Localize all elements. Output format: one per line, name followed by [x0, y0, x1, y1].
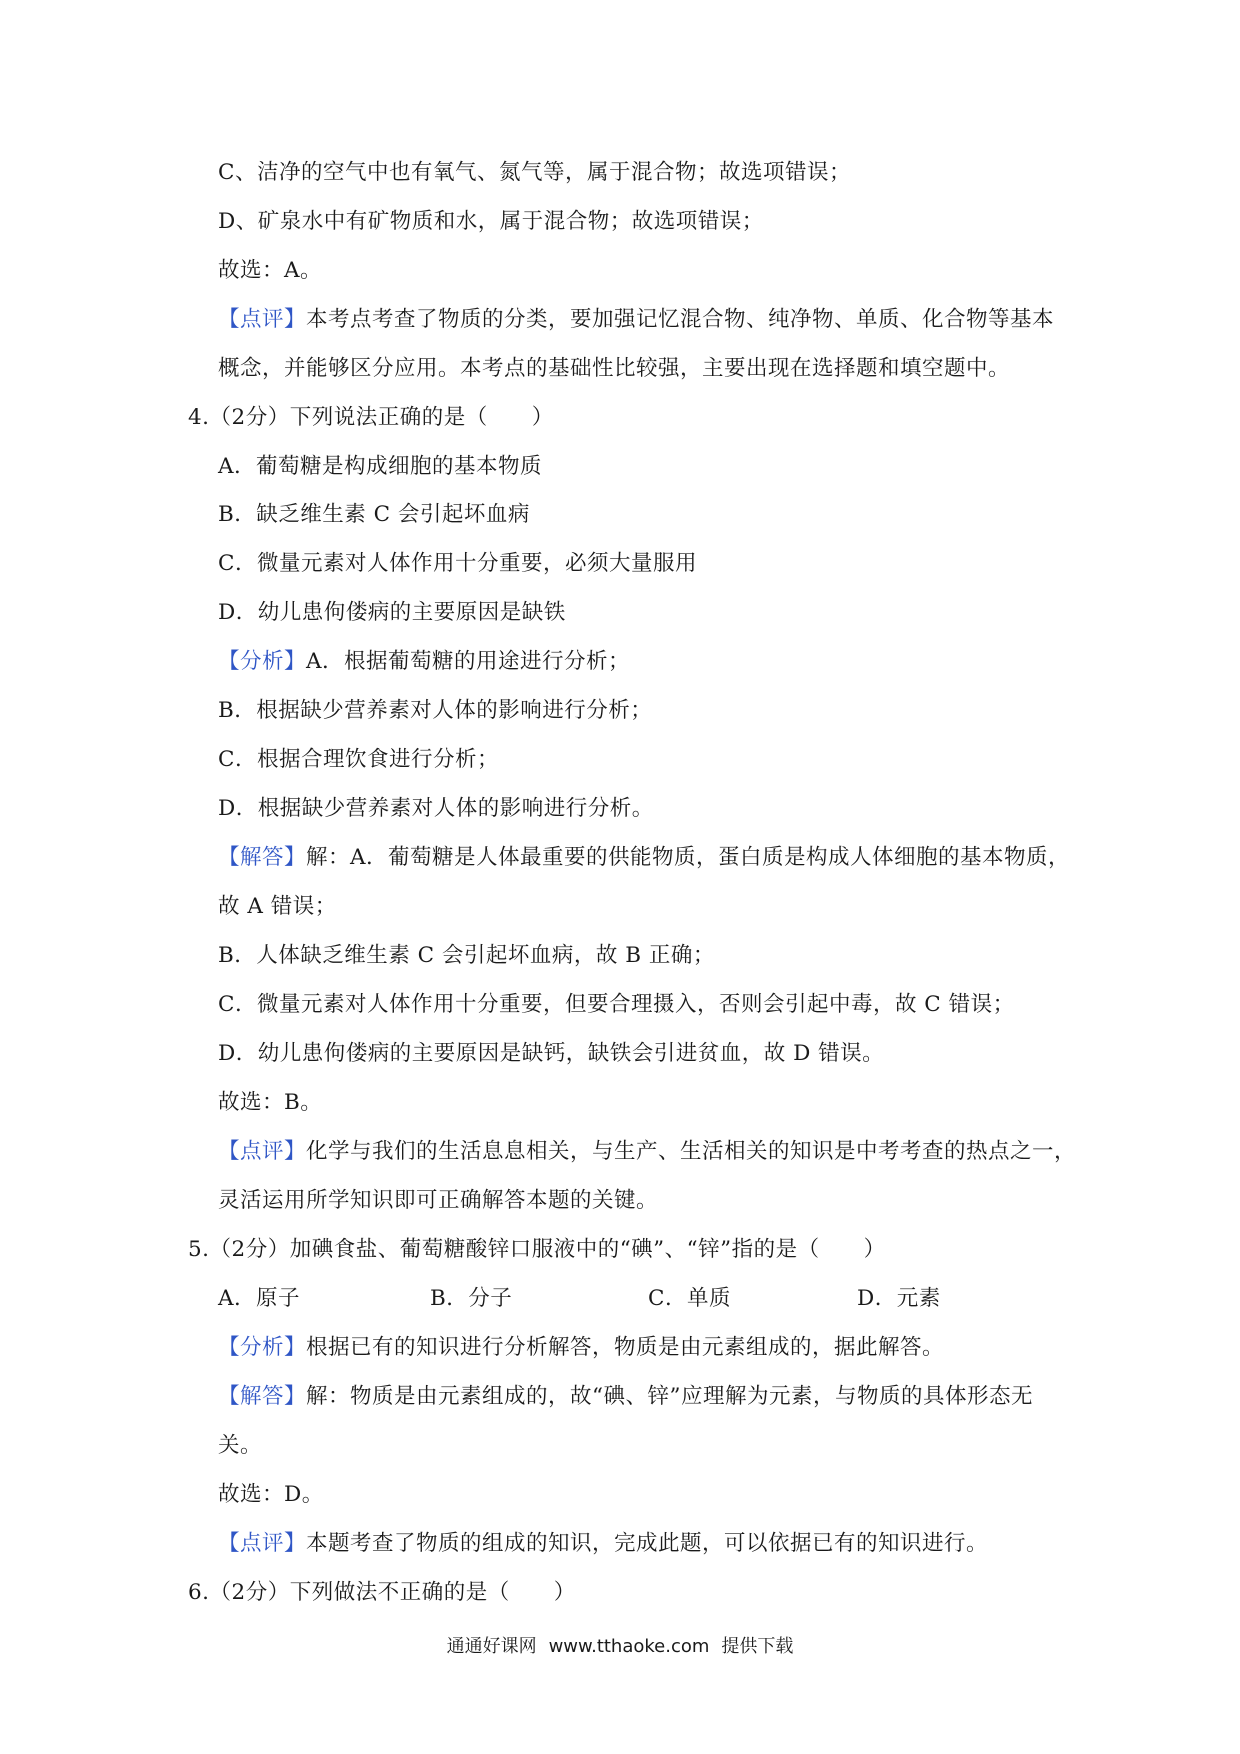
q5-solution: [218, 1382, 1033, 1412]
q5-comment-text-1: 本题考查了物质的组成的知识，完成此题，可以依据已有的知识进行。: [306, 1531, 989, 1556]
q5-stem: 5.（2分）加碘食盐、葡萄糖酸锌口服液中的“碘”、“锌”指的是（ ）: [188, 1237, 886, 1262]
q4-analysis-text-3: C．根据合理饮食进行分析；: [218, 747, 499, 772]
solution-tag: 【解答】: [218, 845, 307, 870]
q4-analysis: [218, 647, 630, 677]
q3-solution-line-c: C、洁净的空气中也有氧气、氮气等，属于混合物；故选项错误；: [218, 160, 851, 185]
q4-solution: [218, 843, 1070, 873]
q4-solution-text-3: B．人体缺乏维生素 C 会引起坏血病，故 B 正确；: [218, 943, 715, 968]
q4-option-d: D．幼儿患佝偻病的主要原因是缺铁: [218, 600, 566, 625]
comment-tag: 【点评】: [218, 307, 307, 332]
q5-solution-text-2: 关。: [218, 1433, 263, 1458]
q5-option-d: D．元素: [857, 1286, 941, 1311]
q4-comment: [218, 1137, 1076, 1167]
q5-option-a: A．原子: [218, 1286, 301, 1311]
footer-url: www.tthaoke.com: [548, 1636, 710, 1657]
footer-suffix: 提供下载: [721, 1636, 794, 1657]
q4-solution-text-1: 解：A．葡萄糖是人体最重要的供能物质，蛋白质是构成人体细胞的基本物质，: [306, 845, 1071, 870]
q6-stem: 6.（2分）下列做法不正确的是（ ）: [188, 1580, 576, 1605]
q4-analysis-text-1: A．根据葡萄糖的用途进行分析；: [306, 649, 631, 674]
q3-comment-text-2: 概念，并能够区分应用。本考点的基础性比较强，主要出现在选择题和填空题中。: [218, 356, 1011, 381]
analysis-tag: 【分析】: [218, 649, 307, 674]
analysis-tag: 【分析】: [218, 1335, 307, 1360]
q4-option-a: A．葡萄糖是构成细胞的基本物质: [218, 454, 543, 479]
q5-answer: 故选：D。: [218, 1482, 324, 1507]
q5-analysis: [218, 1333, 944, 1363]
q4-comment-text-1: 化学与我们的生活息息相关，与生产、生活相关的知识是中考考查的热点之一，: [306, 1139, 1077, 1164]
page-footer: [0, 1632, 1240, 1658]
q4-stem: 4.（2分）下列说法正确的是（ ）: [188, 405, 554, 430]
q5-option-c: C．单质: [648, 1286, 731, 1311]
q4-option-c: C．微量元素对人体作用十分重要，必须大量服用: [218, 551, 697, 576]
q4-solution-text-5: D．幼儿患佝偻病的主要原因是缺钙，缺铁会引进贫血，故 D 错误。: [218, 1041, 885, 1066]
q5-analysis-text-1: 根据已有的知识进行分析解答，物质是由元素组成的，据此解答。: [306, 1335, 945, 1360]
q4-answer: 故选：B。: [218, 1090, 323, 1115]
q3-comment: [218, 305, 1054, 335]
solution-tag: 【解答】: [218, 1384, 307, 1409]
q4-comment-text-2: 灵活运用所学知识即可正确解答本题的关键。: [218, 1188, 659, 1213]
q5-option-b: B．分子: [430, 1286, 513, 1311]
q4-analysis-text-4: D．根据缺少营养素对人体的影响进行分析。: [218, 796, 654, 821]
q3-answer: 故选：A。: [218, 258, 323, 283]
q4-analysis-text-2: B．根据缺少营养素对人体的影响进行分析；: [218, 698, 653, 723]
q3-solution-line-d: D、矿泉水中有矿物质和水，属于混合物；故选项错误；: [218, 209, 764, 234]
q4-option-b: B．缺乏维生素 C 会引起坏血病: [218, 502, 530, 527]
q4-solution-text-2: 故 A 错误；: [218, 894, 337, 919]
q5-solution-text-1: 解：物质是由元素组成的，故“碘、锌”应理解为元素，与物质的具体形态无: [306, 1384, 1034, 1409]
q5-comment: [218, 1529, 988, 1559]
comment-tag: 【点评】: [218, 1531, 307, 1556]
comment-tag: 【点评】: [218, 1139, 307, 1164]
q3-comment-text-1: 本考点考查了物质的分类，要加强记忆混合物、纯净物、单质、化合物等基本: [306, 307, 1055, 332]
footer-site-name: 通通好课网: [446, 1636, 537, 1657]
q4-solution-text-4: C．微量元素对人体作用十分重要，但要合理摄入，否则会引起中毒，故 C 错误；: [218, 992, 1015, 1017]
